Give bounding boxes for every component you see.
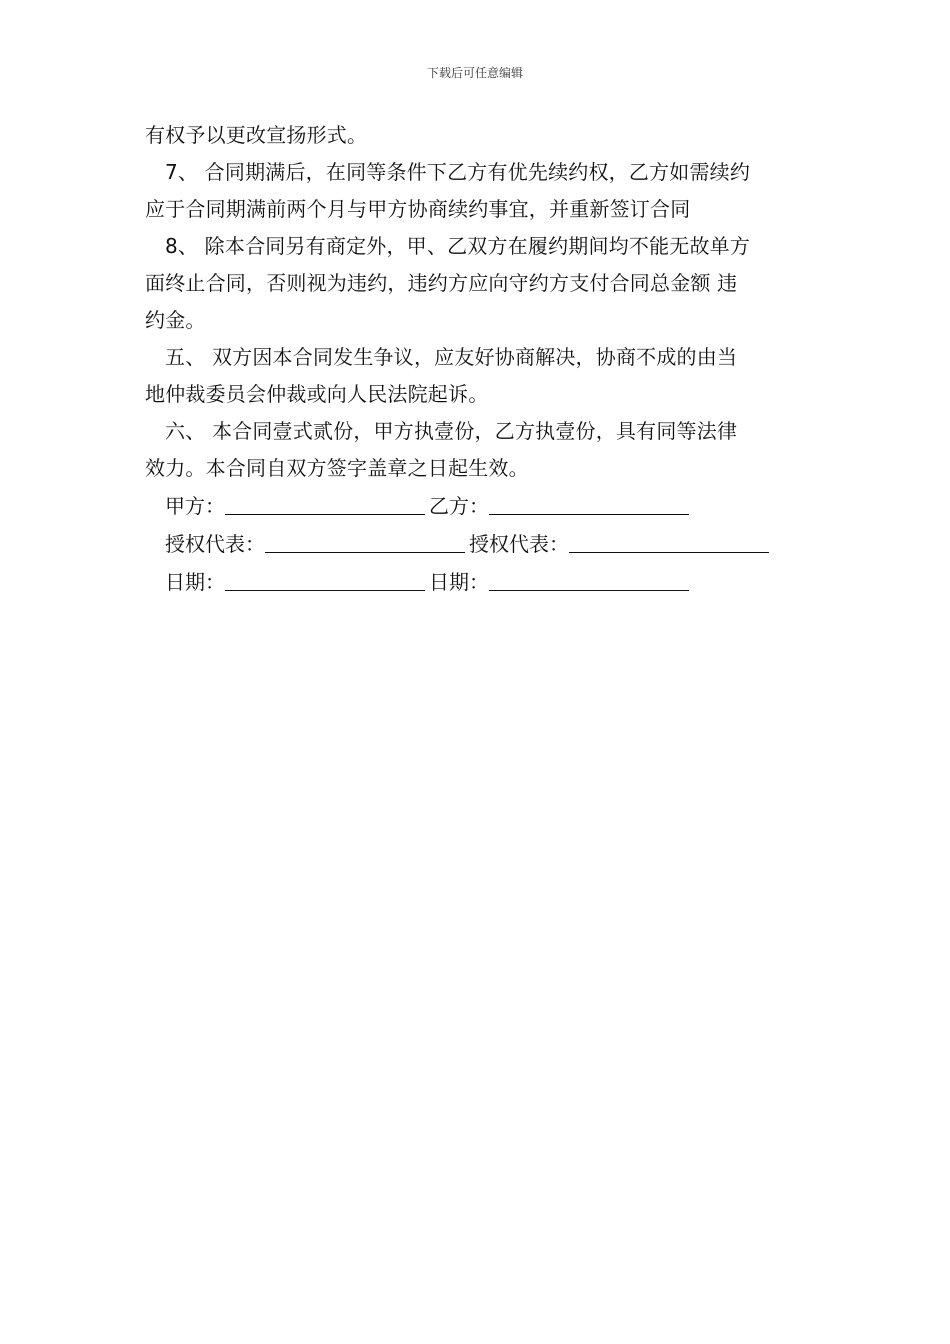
party-signature-row (145, 487, 809, 525)
date-a-blank (225, 568, 425, 591)
rep-a-label: 授权代表： (165, 532, 265, 556)
party-b-blank (489, 492, 689, 515)
section-6-line-2: 效力。本合同自双方签字盖章之日起生效。 (145, 456, 529, 480)
section-5-line-2: 地仲裁委员会仲裁或向人民法院起诉。 (145, 382, 489, 406)
contract-body (145, 117, 809, 601)
party-a-blank (225, 492, 425, 515)
clause-7-line-1: 7、 合同期满后，在同等条件下乙方有优先续约权，乙方如需续约 (165, 160, 751, 184)
clause-8-line-1: 8、 除本合同另有商定外，甲、乙双方在履约期间均不能无故单方 (165, 234, 751, 258)
clause-8-line-2: 面终止合同，否则视为违约，违约方应向守约方支付合同总金额 违 (145, 271, 738, 295)
section-5-line-1: 五、 双方因本合同发生争议，应友好协商解决，协商不成的由当 (165, 345, 738, 369)
clause-7-line-2: 应于合同期满前两个月与甲方协商续约事宜，并重新签订合同 (145, 197, 691, 221)
date-signature-row (145, 563, 809, 601)
rep-b-label: 授权代表： (469, 532, 569, 556)
page-header-note: 下载后可任意编辑 (426, 66, 523, 80)
party-a-label: 甲方： (165, 494, 225, 518)
clause-8-line-3: 约金。 (145, 308, 206, 332)
date-b-label: 日期： (429, 570, 489, 594)
rep-b-blank (569, 530, 769, 553)
party-b-label: 乙方： (429, 494, 489, 518)
paragraph-line: 有权予以更改宣扬形式。 (145, 123, 368, 147)
section-6-line-1: 六、 本合同壹式贰份，甲方执壹份，乙方执壹份，具有同等法律 (165, 419, 738, 443)
date-a-label: 日期： (165, 570, 225, 594)
representative-signature-row (145, 525, 809, 563)
rep-a-blank (265, 530, 465, 553)
date-b-blank (489, 568, 689, 591)
